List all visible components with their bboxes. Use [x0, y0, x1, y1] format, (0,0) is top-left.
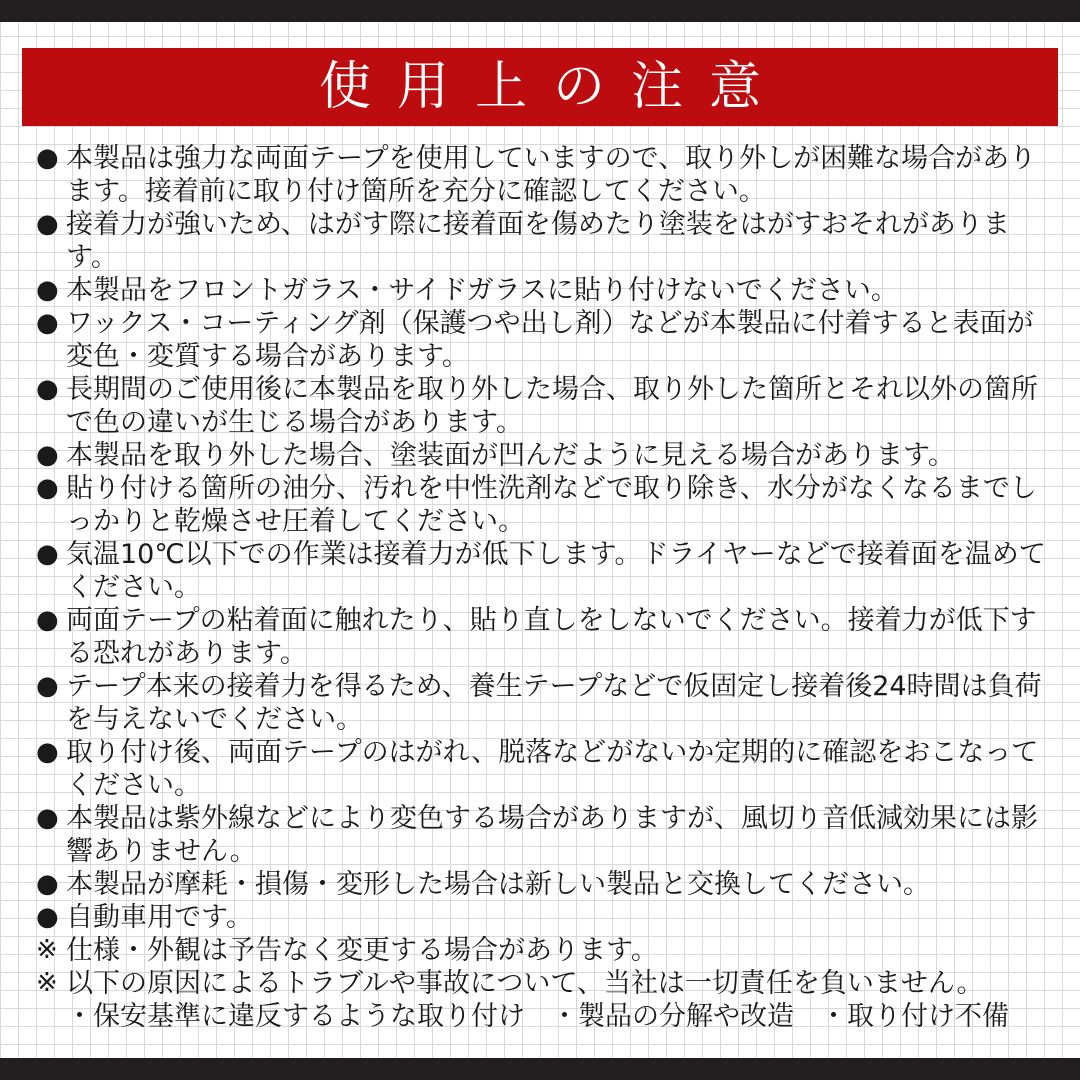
cause-item: ・保安基準に違反するような取り付け	[66, 1001, 525, 1032]
bullet-icon: ●	[36, 440, 59, 470]
bullet-icon: ●	[36, 869, 59, 899]
caution-item: ● 貼り付ける箇所の油分、汚れを中性洗剤などで取り除き、水分がなくなるまでしっかりと乾燥させ圧着してください。	[36, 473, 1037, 537]
bottom-frame-bar	[0, 1058, 1080, 1080]
caution-item: ● ワックス・コーティング剤（保護つや出し剤）などが本製品に付着すると表面が変色・変質する場合があります。	[36, 308, 1034, 372]
cause-item: ・製品の分解や改造	[551, 1001, 794, 1032]
caution-item: ● 接着力が強いため、はがす際に接着面を傷めたり塗装をはがすおそれがあります。	[36, 209, 1010, 273]
note-mark-icon: ※	[36, 935, 58, 965]
note-mark-icon: ※	[36, 968, 58, 998]
caution-item: ● テープ本来の接着力を得るため、養生テープなどで仮固定し接着後24時間は負荷を与えないでください。	[36, 671, 1042, 735]
bullet-icon: ●	[36, 374, 59, 404]
caution-item: ● 本製品を取り外した場合、塗装面が凹んだように見える場合があります。	[36, 440, 955, 471]
bullet-icon: ●	[36, 539, 59, 569]
page-title: 使用上の注意	[318, 57, 787, 117]
bullet-icon: ●	[36, 902, 59, 932]
caution-list	[36, 142, 1056, 1033]
caution-item: ● 長期間のご使用後に本製品を取り外した場合、取り外した箇所とそれ以外の箇所で色の違いが生じる場合があります。	[36, 374, 1038, 438]
caution-item: ● 両面テープの粘着面に触れたり、貼り直しをしないでください。接着力が低下する恐れがあります。	[36, 605, 1037, 669]
caution-item: ● 気温10℃以下での作業は接着力が低下します。ドライヤーなどで接着面を温めてください。	[36, 539, 1046, 603]
cause-item: ・取り付け不備	[820, 1001, 1009, 1032]
bullet-icon: ●	[36, 308, 59, 338]
caution-item: ● 本製品は紫外線などにより変色する場合がありますが、風切り音低減効果には影響ありません。	[36, 803, 1038, 867]
bullet-icon: ●	[36, 803, 59, 833]
caution-item: ● 取り付け後、両面テープのはがれ、脱落などがないか定期的に確認をおこなってください。	[36, 737, 1039, 801]
note-item: ※ 以下の原因によるトラブルや事故について、当社は一切責任を負いません。	[36, 968, 984, 999]
bullet-icon: ●	[36, 275, 59, 305]
bullet-icon: ●	[36, 605, 59, 635]
top-frame-bar	[0, 0, 1080, 22]
note-item: ※ 仕様・外観は予告なく変更する場合があります。	[36, 935, 658, 966]
cause-list	[36, 1000, 1056, 1033]
bullet-icon: ●	[36, 143, 59, 173]
caution-item: ● 本製品は強力な両面テープを使用していますので、取り外しが困難な場合があります。接着前に取り付け箇所を充分に確認してください。	[36, 143, 1037, 207]
bullet-icon: ●	[36, 473, 59, 503]
title-banner	[22, 48, 1058, 126]
caution-item: ● 本製品をフロントガラス・サイドガラスに貼り付けないでください。	[36, 275, 898, 306]
caution-item: ● 自動車用です。	[36, 902, 253, 933]
bullet-icon: ●	[36, 671, 59, 701]
bullet-icon: ●	[36, 209, 59, 239]
bullet-icon: ●	[36, 737, 59, 767]
caution-item: ● 本製品が摩耗・損傷・変形した場合は新しい製品と交換してください。	[36, 869, 930, 900]
